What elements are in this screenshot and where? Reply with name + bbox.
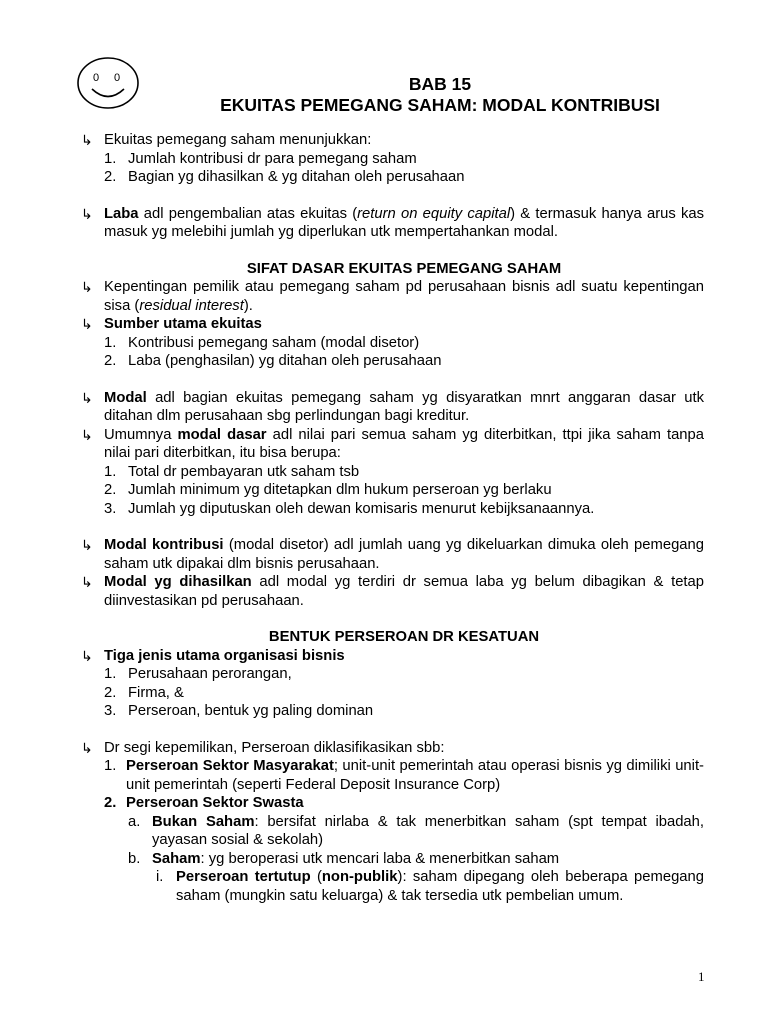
bullet-ekuitas: ↳ Ekuitas pemegang saham menunjukkan:	[81, 132, 372, 148]
smiley-face-icon	[76, 56, 140, 110]
list-item: 3. Perseroan, bentuk yg paling dominan	[104, 703, 374, 719]
list-item: b. Saham: yg beroperasi utk mencari laba & menerbitkan saham	[128, 850, 560, 867]
chapter-number: BAB 15	[408, 74, 472, 94]
page-number: 1	[698, 969, 705, 984]
svg-text:0: 0	[92, 72, 100, 84]
list-item: 1. Perusahaan perorangan,	[104, 666, 292, 682]
bullet-modal-dihasilkan: ↳ Modal yg dihasilkan adl modal yg terdiri dr semua laba yg belum dibagikan & tetap diinvestasikan pd perusahaan.	[81, 574, 704, 609]
arrow-bullet-icon: ↳	[81, 574, 93, 590]
list-item: 2. Laba (penghasilan) yg ditahan oleh perusahaan	[104, 353, 442, 369]
list-item: 1. Total dr pembayaran utk saham tsb	[104, 463, 360, 480]
bullet-kepentingan: ↳ Kepentingan pemilik atau pemegang saham pd perusahaan bisnis adl suatu kepentingan sisa (residual interest).	[81, 279, 704, 314]
list-item: 1. Jumlah kontribusi dr para pemegang saham	[104, 150, 417, 167]
arrow-bullet-icon: ↳	[81, 739, 93, 756]
section-heading: BENTUK PERSEROAN DR KESATUAN	[268, 629, 540, 645]
arrow-bullet-icon: ↳	[81, 537, 93, 553]
list-item: 1. Perseroan Sektor Masyarakat; unit-unit pemerintah atau operasi bisnis yg dimiliki unit-unit pemerintah (seperti Federal Deposit Insurance Corp)	[104, 758, 704, 793]
arrow-bullet-icon: ↳	[81, 647, 93, 664]
list-item: i. Perseroan tertutup (non-publik): saham dipegang oleh beberapa pemegang saham (mungkin satu keluarga) & tak tersedia utk pembelian umum.	[156, 869, 704, 904]
list-item: 2. Jumlah minimum yg ditetapkan dlm hukum perseroan yg berlaku	[104, 482, 552, 498]
arrow-bullet-icon: ↳	[81, 426, 93, 443]
arrow-bullet-icon: ↳	[81, 279, 93, 295]
list-item: 2. Firma, &	[104, 684, 184, 701]
bullet-modal-kontribusi: ↳ Modal kontribusi (modal disetor) adl jumlah uang yg dikeluarkan dimuka oleh pemegang saham utk dipakai dlm bisnis perusahaan.	[81, 537, 704, 572]
bullet-dr-segi: ↳ Dr segi kepemilikan, Perseroan diklasifikasikan sbb:	[81, 739, 445, 756]
arrow-bullet-icon: ↳	[81, 389, 93, 406]
list-item: a. Bukan Saham: bersifat nirlaba & tak menerbitkan saham (spt tempat ibadah, yayasan sosial & sekolah)	[128, 813, 705, 848]
bullet-laba: ↳ Laba adl pengembalian atas ekuitas (return on equity capital) & termasuk hanya arus kas masuk yg melebihi jumlah yg diperlukan utk mempertahankan modal.	[81, 205, 705, 240]
list-item: 2. Perseroan Sektor Swasta	[104, 795, 304, 811]
arrow-bullet-icon: ↳	[81, 205, 93, 222]
list-item: 2. Bagian yg dihasilkan & yg ditahan oleh perusahaan	[104, 169, 465, 185]
chapter-title: EKUITAS PEMEGANG SAHAM: MODAL KONTRIBUSI	[220, 95, 660, 115]
list-item: 3. Jumlah yg diputuskan oleh dewan komisaris menurut kebijksanaannya.	[104, 500, 595, 517]
arrow-bullet-icon: ↳	[81, 316, 93, 332]
bullet-sumber: ↳ Sumber utama ekuitas	[81, 316, 262, 332]
bullet-umumnya: ↳ Umumnya modal dasar adl nilai pari semua saham yg diterbitkan, ttpi jika saham tanpa nilai pari diterbitkan, itu bisa berupa:	[81, 426, 704, 461]
document-body	[0, 131, 768, 905]
svg-text:0: 0	[113, 72, 121, 84]
bullet-modal: ↳ Modal adl bagian ekuitas pemegang saham yg disyaratkan mnrt anggaran dasar utk ditahan dlm perusahaan sbg perlindungan bagi kreditur.	[81, 389, 704, 424]
bullet-tiga-jenis: ↳ Tiga jenis utama organisasi bisnis	[81, 647, 345, 664]
section-heading: SIFAT DASAR EKUITAS PEMEGANG SAHAM	[246, 260, 562, 277]
list-item: 1. Kontribusi pemegang saham (modal disetor)	[104, 334, 420, 351]
arrow-bullet-icon: ↳	[81, 132, 93, 148]
